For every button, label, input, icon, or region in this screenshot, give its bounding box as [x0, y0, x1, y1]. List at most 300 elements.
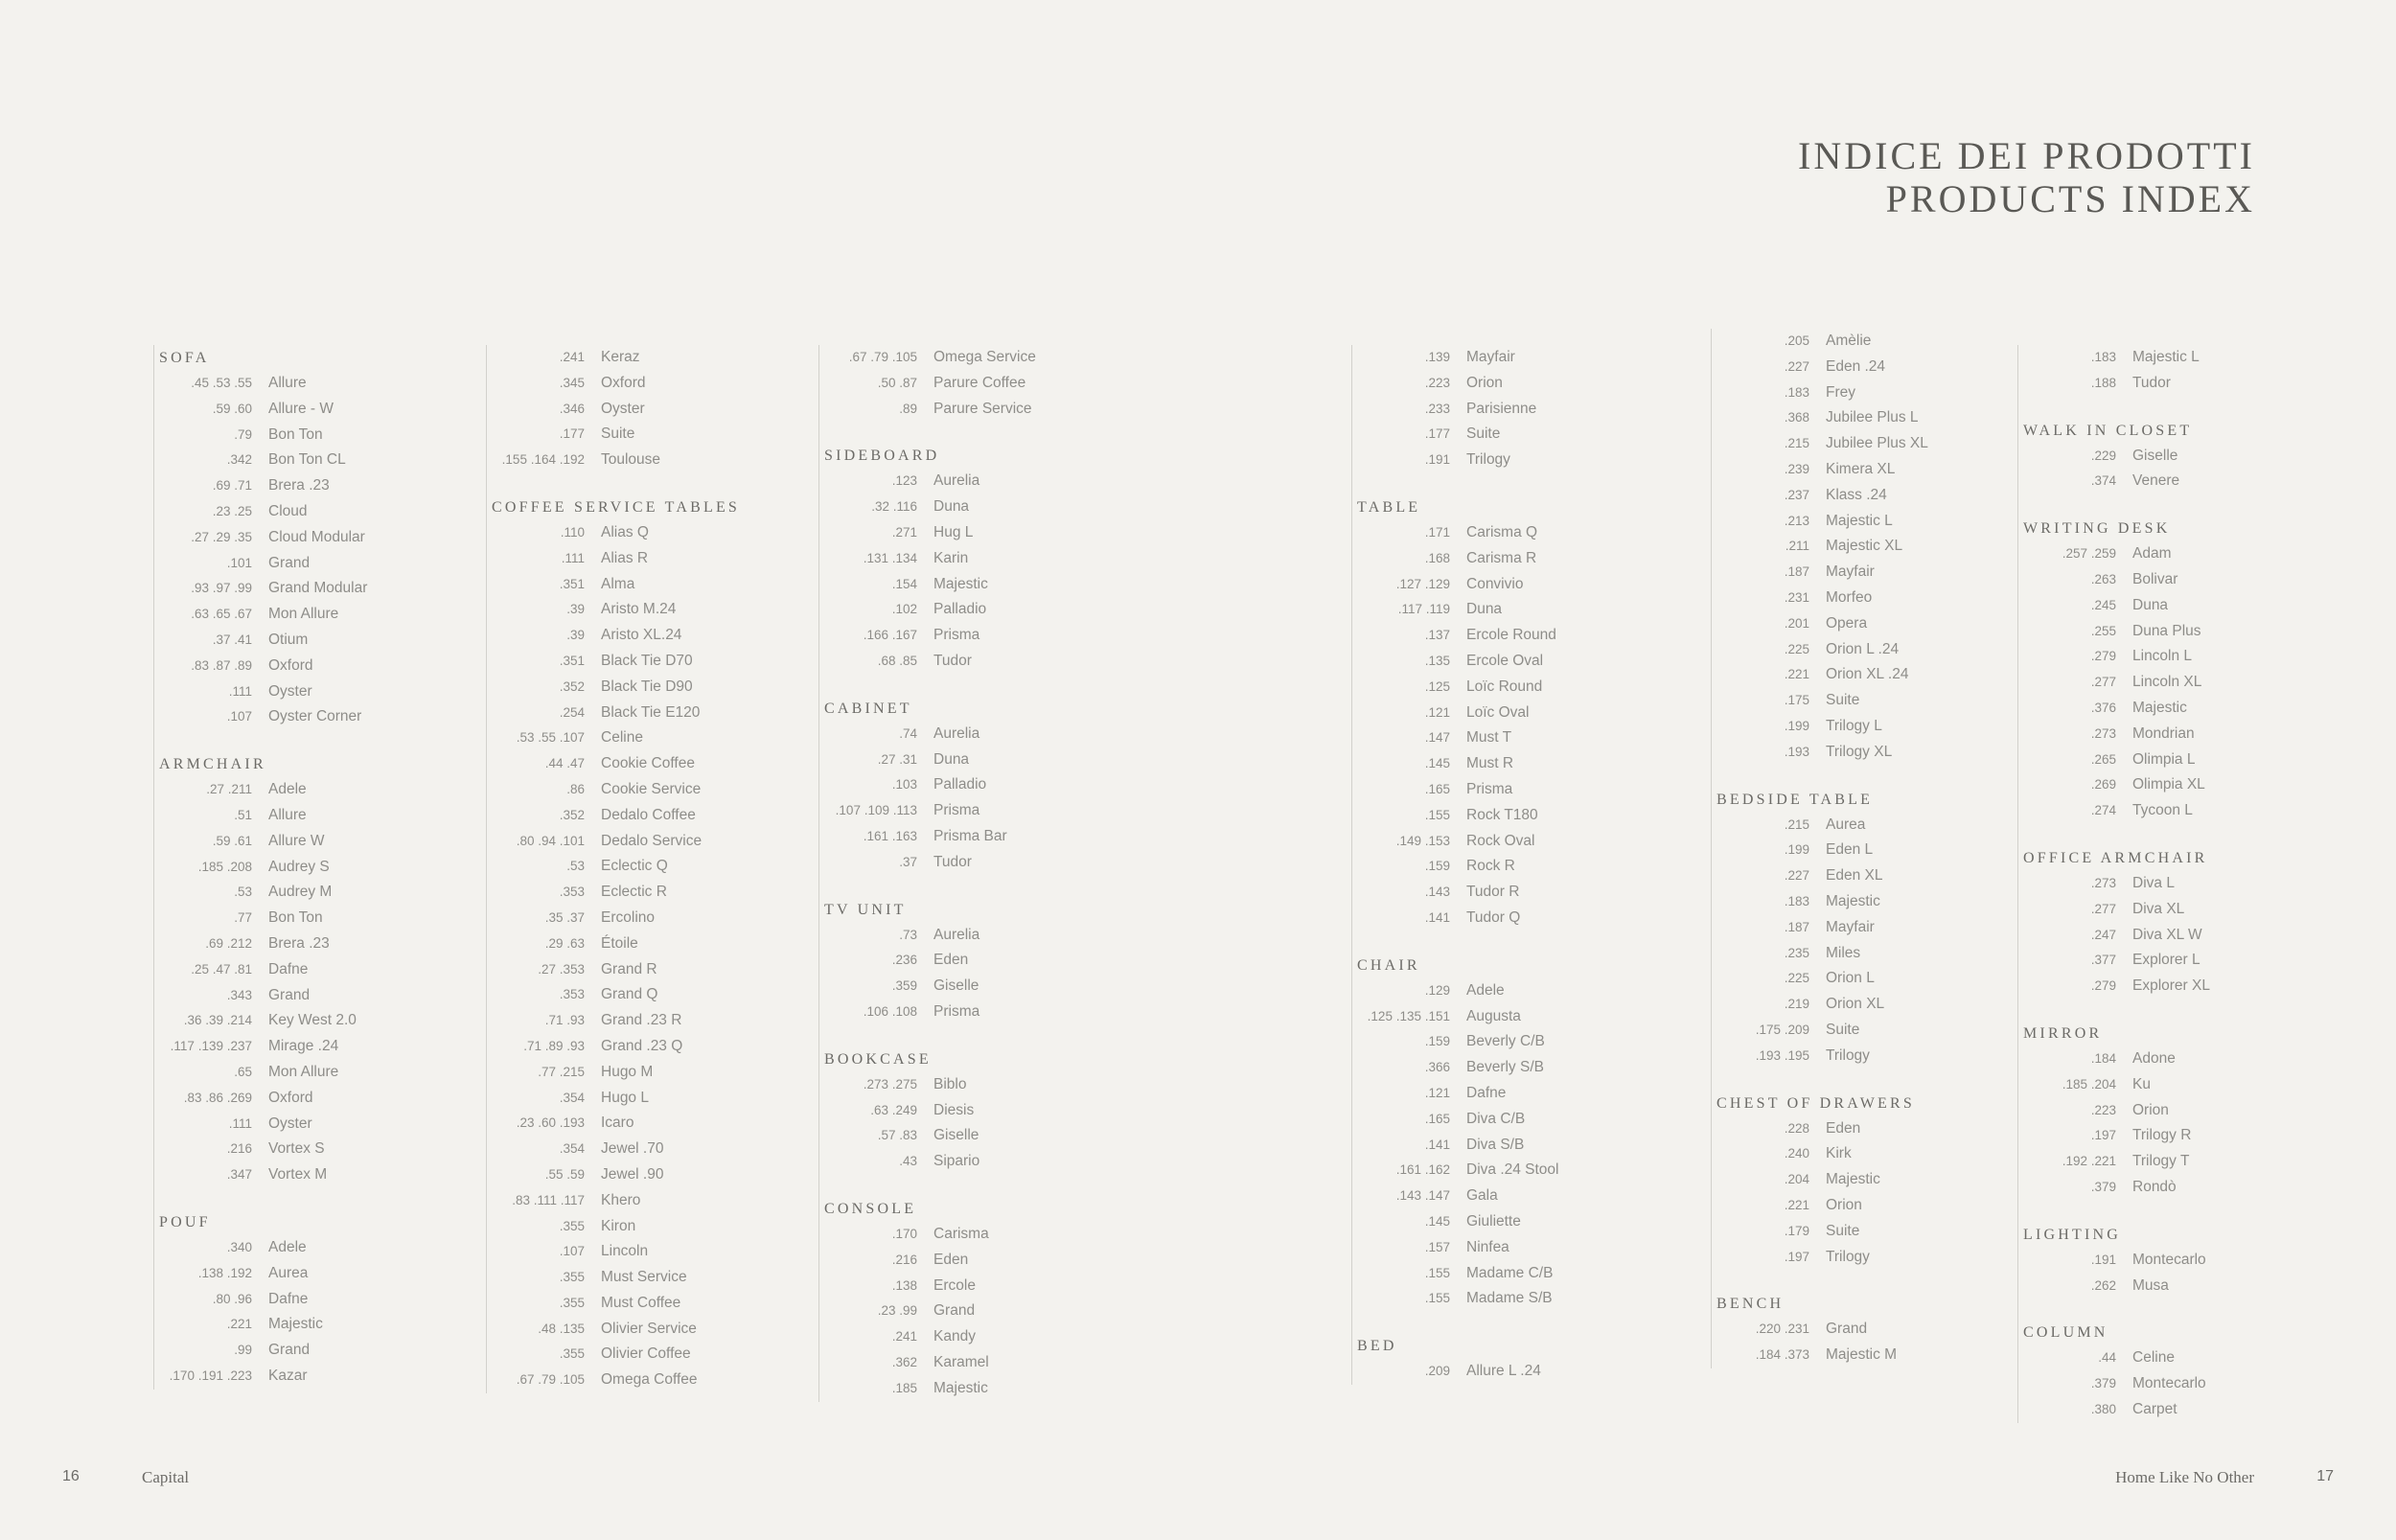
entry-product-name: Cloud Modular — [268, 528, 365, 545]
index-entry — [819, 546, 1135, 572]
entry-product-name: Oxford — [601, 374, 646, 391]
entry-product-name: Black Tie E120 — [601, 703, 701, 721]
entry-page-numbers: .149 .153 — [1395, 833, 1450, 848]
entry-product-name: Beverly S/B — [1466, 1059, 1544, 1076]
entry-product-name: Mirage .24 — [268, 1038, 339, 1055]
entry-page-numbers: .277 — [2090, 901, 2116, 916]
entry-page-numbers: .351 — [559, 576, 585, 591]
index-entry — [1712, 1044, 2027, 1069]
entry-page-numbers: .89 — [899, 401, 917, 416]
index-entry — [2018, 371, 2334, 397]
entry-page-numbers: .193 .195 — [1755, 1047, 1809, 1063]
entry-product-name: Duna Plus — [2132, 622, 2201, 639]
section-heading: BED — [1357, 1338, 1397, 1355]
entry-product-name: Étoile — [601, 934, 638, 952]
index-entry — [1352, 1081, 1668, 1107]
index-entry — [154, 628, 470, 654]
entry-product-name: Trilogy T — [2132, 1153, 2190, 1170]
index-section — [2018, 418, 2334, 495]
entry-page-numbers: .346 — [559, 401, 585, 416]
entry-page-numbers: .117 .119 — [1397, 602, 1450, 617]
section-heading: CONSOLE — [824, 1200, 917, 1217]
index-entry — [1712, 329, 2027, 355]
index-column-6 — [2017, 345, 2334, 1423]
entry-product-name: Kirk — [1826, 1145, 1852, 1162]
entry-product-name: Omega Coffee — [601, 1371, 698, 1389]
index-entry — [1712, 457, 2027, 483]
index-entry — [154, 777, 470, 803]
entry-page-numbers: .27 .353 — [538, 961, 585, 977]
index-entry — [487, 448, 802, 473]
index-entry — [487, 854, 802, 880]
index-entry — [1352, 422, 1668, 448]
entry-product-name: Duna — [933, 498, 970, 516]
entry-page-numbers: .362 — [891, 1354, 917, 1369]
entry-page-numbers: .155 .164 .192 — [501, 452, 585, 468]
index-entry — [1712, 405, 2027, 431]
entry-product-name: Kazar — [268, 1367, 308, 1384]
entry-product-name: Diva XL W — [2132, 926, 2202, 943]
entry-product-name: Palladio — [933, 776, 987, 793]
entry-product-name: Giuliette — [1466, 1212, 1521, 1230]
index-entry — [487, 397, 802, 423]
index-entry — [487, 1239, 802, 1265]
entry-page-numbers: .93 .97 .99 — [191, 581, 252, 596]
index-entry — [2018, 1149, 2334, 1175]
entry-product-name: Aurelia — [933, 472, 980, 490]
index-section — [154, 345, 470, 730]
entry-page-numbers: .39 — [566, 602, 585, 617]
entry-page-numbers: .265 — [2090, 751, 2116, 767]
index-section — [487, 345, 802, 473]
entry-product-name: Dedalo Coffee — [601, 806, 696, 823]
page-title — [1798, 134, 2255, 220]
entry-page-numbers: .143 .147 — [1395, 1188, 1450, 1204]
entry-page-numbers: .245 — [2090, 597, 2116, 612]
index-entry — [2018, 567, 2334, 593]
entry-product-name: Allure W — [268, 832, 325, 849]
index-entry — [2018, 772, 2334, 798]
entry-product-name: Diva L — [2132, 874, 2175, 891]
index-entry — [819, 923, 1135, 949]
entry-page-numbers: .347 — [226, 1167, 252, 1183]
index-entry — [1712, 1141, 2027, 1167]
entry-page-numbers: .73 — [899, 927, 917, 942]
entry-product-name: Ku — [2132, 1075, 2151, 1092]
index-entry — [487, 751, 802, 777]
entry-page-numbers: .351 — [559, 653, 585, 668]
index-entry — [154, 423, 470, 448]
index-entry — [487, 725, 802, 751]
entry-product-name: Mon Allure — [268, 606, 339, 623]
index-entry — [1352, 880, 1668, 906]
entry-product-name: Explorer L — [2132, 952, 2200, 969]
entry-page-numbers: .106 .108 — [863, 1003, 917, 1019]
entry-page-numbers: .65 — [234, 1064, 252, 1079]
entry-page-numbers: .221 — [226, 1317, 252, 1332]
section-heading: TABLE — [1357, 498, 1421, 516]
index-column-1 — [153, 345, 470, 1390]
entry-page-numbers: .145 — [1424, 756, 1450, 771]
entry-page-numbers: .199 — [1784, 842, 1809, 858]
index-entry — [2018, 1175, 2334, 1201]
index-entry — [1352, 1235, 1668, 1261]
index-entry — [487, 1368, 802, 1393]
index-entry — [819, 948, 1135, 974]
index-entry — [1352, 978, 1668, 1004]
entry-product-name: Orion — [2132, 1101, 2169, 1118]
index-entry — [154, 1060, 470, 1086]
entry-product-name: Adele — [268, 1238, 307, 1255]
entry-page-numbers: .355 — [559, 1295, 585, 1310]
index-column-3 — [818, 345, 1135, 1402]
entry-product-name: Bon Ton CL — [268, 451, 346, 469]
index-entry — [819, 772, 1135, 798]
index-entry — [1712, 1317, 2027, 1343]
entry-page-numbers: .359 — [891, 978, 917, 994]
entry-page-numbers: .233 — [1424, 401, 1450, 416]
entry-product-name: Kiron — [601, 1217, 636, 1234]
entry-product-name: Dafne — [1466, 1084, 1507, 1101]
entry-page-numbers: .254 — [559, 704, 585, 720]
index-entry — [487, 1317, 802, 1343]
entry-product-name: Giselle — [2132, 447, 2178, 464]
index-entry — [487, 597, 802, 623]
entry-page-numbers: .211 — [1785, 539, 1809, 554]
index-entry — [1712, 1167, 2027, 1193]
entry-product-name: Orion — [1466, 374, 1503, 391]
entry-product-name: Ercole Oval — [1466, 652, 1544, 669]
entry-page-numbers: .36 .39 .214 — [183, 1013, 252, 1028]
entry-page-numbers: .99 — [234, 1343, 252, 1358]
entry-product-name: Orion L .24 — [1826, 640, 1900, 657]
entry-page-numbers: .111 — [561, 550, 585, 565]
index-entry — [154, 704, 470, 730]
entry-page-numbers: .355 — [559, 1346, 585, 1362]
entry-product-name: Key West 2.0 — [268, 1012, 357, 1029]
entry-product-name: Aurelia — [933, 926, 980, 943]
index-entry — [1352, 448, 1668, 473]
index-entry — [1352, 1055, 1668, 1081]
index-entry — [487, 546, 802, 572]
index-section — [1352, 953, 1668, 1312]
entry-page-numbers: .241 — [559, 350, 585, 364]
entry-page-numbers: .77 .215 — [538, 1064, 585, 1079]
entry-product-name: Mayfair — [1826, 918, 1875, 935]
entry-page-numbers: .185 .208 — [197, 859, 252, 874]
entry-page-numbers: .225 — [1784, 971, 1809, 986]
entry-product-name: Vortex M — [268, 1166, 328, 1184]
entry-product-name: Hugo L — [601, 1089, 649, 1106]
entry-page-numbers: .247 — [2090, 927, 2116, 942]
entry-page-numbers: .274 — [2090, 803, 2116, 818]
entry-product-name: Khero — [601, 1191, 641, 1208]
entry-product-name: Majestic XL — [1826, 538, 1903, 555]
entry-page-numbers: .279 — [2090, 649, 2116, 664]
entry-product-name: Lincoln — [601, 1243, 649, 1260]
entry-page-numbers: .121 — [1424, 704, 1450, 720]
entry-product-name: Orion XL — [1826, 996, 1885, 1013]
index-entry — [1352, 1158, 1668, 1184]
entry-page-numbers: .125 .135 .151 — [1367, 1008, 1450, 1023]
entry-page-numbers: .67 .79 .105 — [516, 1372, 585, 1388]
entry-product-name: Must T — [1466, 729, 1512, 747]
index-entry — [1712, 1018, 2027, 1044]
entry-product-name: Must Service — [601, 1269, 687, 1286]
index-entry — [154, 855, 470, 881]
entry-page-numbers: .366 — [1424, 1060, 1450, 1075]
index-entry — [1352, 1286, 1668, 1312]
index-entry — [487, 1086, 802, 1112]
entry-page-numbers: .44 .47 — [544, 756, 585, 771]
entry-product-name: Madame S/B — [1466, 1290, 1553, 1307]
index-entry — [154, 448, 470, 473]
index-entry — [2018, 1072, 2334, 1098]
entry-product-name: Grand — [933, 1302, 976, 1320]
index-section — [154, 1209, 470, 1390]
entry-page-numbers: .191 — [1424, 452, 1450, 468]
entry-product-name: Must Coffee — [601, 1294, 681, 1311]
entry-product-name: Grand — [268, 1342, 311, 1359]
index-section — [819, 1196, 1135, 1402]
index-entry — [1352, 520, 1668, 546]
entry-page-numbers: .183 — [1784, 384, 1809, 400]
entry-page-numbers: .177 — [559, 426, 585, 442]
entry-product-name: Alias R — [601, 549, 649, 566]
index-entry — [487, 623, 802, 649]
entry-product-name: Parure Service — [933, 400, 1032, 417]
entry-product-name: Parisienne — [1466, 400, 1537, 417]
index-entry — [154, 931, 470, 957]
index-entry — [1712, 889, 2027, 915]
index-column-4 — [1351, 345, 1668, 1385]
entry-page-numbers: .345 — [559, 375, 585, 390]
entry-page-numbers: .223 — [2090, 1102, 2116, 1117]
entry-page-numbers: .241 — [891, 1329, 917, 1345]
entry-product-name: Oyster — [601, 400, 645, 417]
entry-product-name: Ercolino — [601, 908, 655, 926]
entry-product-name: Dedalo Service — [601, 832, 703, 849]
section-heading: WRITING DESK — [2023, 520, 2171, 538]
entry-page-numbers: .25 .47 .81 — [191, 961, 252, 977]
section-heading: WALK IN CLOSET — [2023, 422, 2193, 439]
entry-page-numbers: .240 — [1784, 1146, 1809, 1161]
index-entry — [487, 1111, 802, 1137]
index-section — [2018, 516, 2334, 824]
entry-page-numbers: .37 .41 — [212, 632, 252, 647]
index-entry — [2018, 444, 2334, 470]
entry-page-numbers: .185 .204 — [2062, 1076, 2116, 1092]
entry-page-numbers: .273 — [2090, 875, 2116, 890]
index-section — [2018, 1021, 2334, 1201]
entry-product-name: Kimera XL — [1826, 460, 1896, 477]
index-entry — [819, 1123, 1135, 1149]
entry-page-numbers: .83 .111 .117 — [512, 1192, 585, 1207]
index-entry — [487, 803, 802, 829]
entry-product-name: Black Tie D70 — [601, 652, 693, 669]
entry-page-numbers: .83 .86 .269 — [183, 1090, 252, 1105]
entry-page-numbers: .355 — [559, 1218, 585, 1233]
index-entry — [1352, 1184, 1668, 1209]
entry-page-numbers: .235 — [1784, 945, 1809, 960]
entry-product-name: Eden — [1826, 1119, 1861, 1137]
entry-page-numbers: .145 — [1424, 1213, 1450, 1229]
index-entry — [2018, 1345, 2334, 1371]
index-entry — [1352, 1359, 1668, 1385]
index-entry — [487, 1137, 802, 1162]
index-section — [1712, 329, 2027, 766]
entry-product-name: Mon Allure — [268, 1063, 339, 1080]
index-entry — [487, 701, 802, 726]
index-entry — [1352, 829, 1668, 855]
entry-page-numbers: .57 .83 — [877, 1128, 917, 1143]
entry-product-name: Omega Service — [933, 349, 1036, 365]
entry-product-name: Grand — [1826, 1321, 1868, 1338]
entry-product-name: Venere — [2132, 472, 2180, 490]
entry-product-name: Diva S/B — [1466, 1136, 1525, 1153]
entry-page-numbers: .379 — [2090, 1376, 2116, 1391]
entry-page-numbers: .123 — [891, 473, 917, 489]
index-entry — [154, 1034, 470, 1060]
entry-page-numbers: .143 — [1424, 885, 1450, 900]
entry-page-numbers: .80 .96 — [212, 1291, 252, 1306]
entry-product-name: Allure — [268, 375, 307, 391]
entry-page-numbers: .374 — [2090, 473, 2116, 489]
index-entry — [2018, 722, 2334, 747]
index-entry — [2018, 974, 2334, 1000]
entry-product-name: Majestic M — [1826, 1346, 1898, 1364]
entry-product-name: Montecarlo — [2132, 1375, 2206, 1392]
entry-product-name: Prisma — [933, 627, 980, 644]
index-entry — [154, 576, 470, 602]
section-heading: ARMCHAIR — [159, 756, 266, 773]
index-entry — [487, 1162, 802, 1188]
entry-page-numbers: .216 — [226, 1141, 252, 1157]
index-entry — [154, 679, 470, 705]
index-entry — [487, 1342, 802, 1368]
entry-product-name: Loïc Round — [1466, 678, 1543, 695]
entry-page-numbers: .157 — [1424, 1239, 1450, 1254]
index-entry — [154, 1162, 470, 1188]
index-entry — [1352, 854, 1668, 880]
index-entry — [1712, 586, 2027, 611]
index-entry — [1352, 675, 1668, 701]
entry-page-numbers: .71 .89 .93 — [523, 1038, 585, 1053]
entry-product-name: Eden .24 — [1826, 357, 1886, 375]
index-entry — [154, 983, 470, 1009]
index-entry — [487, 520, 802, 546]
entry-page-numbers: .343 — [226, 987, 252, 1002]
index-entry — [487, 982, 802, 1008]
entry-product-name: Allure L .24 — [1466, 1363, 1541, 1380]
entry-page-numbers: .215 — [1784, 436, 1809, 451]
entry-page-numbers: .35 .37 — [544, 909, 585, 925]
index-entry — [2018, 1274, 2334, 1299]
entry-page-numbers: .170 .191 .223 — [169, 1368, 252, 1383]
entry-product-name: Jubilee Plus L — [1826, 409, 1919, 426]
entry-page-numbers: .179 — [1784, 1223, 1809, 1238]
index-entry — [1712, 688, 2027, 714]
index-entry — [487, 1008, 802, 1034]
index-entry — [819, 397, 1135, 423]
entry-product-name: Eden XL — [1826, 867, 1883, 885]
left-footer-title: Capital — [142, 1468, 190, 1486]
entry-page-numbers: .223 — [1424, 375, 1450, 390]
index-entry — [819, 1248, 1135, 1274]
index-entry — [819, 1098, 1135, 1124]
section-heading: SIDEBOARD — [824, 448, 940, 465]
index-entry — [2018, 948, 2334, 974]
entry-product-name: Bon Ton — [268, 425, 323, 443]
entry-product-name: Beverly C/B — [1466, 1033, 1545, 1050]
entry-page-numbers: .159 — [1424, 1034, 1450, 1049]
index-entry — [819, 572, 1135, 598]
entry-product-name: Tudor — [933, 853, 972, 870]
index-entry — [2018, 1098, 2334, 1124]
entry-page-numbers: .129 — [1424, 982, 1450, 998]
entry-page-numbers: .183 — [2090, 350, 2116, 364]
entry-page-numbers: .220 .231 — [1755, 1322, 1809, 1337]
right-footer-title: Home Like No Other — [2115, 1468, 2254, 1486]
entry-page-numbers: .103 — [891, 777, 917, 793]
entry-page-numbers: .45 .53 .55 — [191, 376, 252, 390]
index-entry — [819, 824, 1135, 850]
entry-page-numbers: .53 — [234, 885, 252, 900]
entry-page-numbers: .53 — [566, 859, 585, 874]
entry-page-numbers: .197 — [1784, 1249, 1809, 1264]
entry-page-numbers: .269 — [2090, 777, 2116, 793]
entry-page-numbers: .187 — [1784, 564, 1809, 580]
entry-product-name: Majestic — [2132, 699, 2187, 716]
entry-page-numbers: .204 — [1784, 1172, 1809, 1187]
index-entry — [1352, 751, 1668, 777]
index-entry — [1352, 1209, 1668, 1235]
entry-page-numbers: .236 — [891, 953, 917, 968]
entry-product-name: Duna — [933, 750, 970, 768]
entry-product-name: Madame C/B — [1466, 1264, 1554, 1281]
entry-product-name: Olivier Service — [601, 1320, 697, 1337]
entry-product-name: Prisma — [1466, 780, 1513, 797]
index-section — [1352, 494, 1668, 931]
entry-product-name: Ninfea — [1466, 1238, 1509, 1255]
entry-page-numbers: .239 — [1784, 461, 1809, 476]
entry-product-name: Lincoln L — [2132, 648, 2193, 665]
index-entry — [154, 371, 470, 397]
entry-product-name: Hugo M — [601, 1063, 654, 1080]
index-entry — [2018, 798, 2334, 824]
entry-product-name: Oyster — [268, 682, 312, 700]
entry-page-numbers: .80 .94 .101 — [516, 833, 585, 848]
entry-product-name: Eden — [933, 1251, 969, 1268]
entry-page-numbers: .277 — [2090, 675, 2116, 690]
index-entry — [2018, 1123, 2334, 1149]
entry-product-name: Suite — [1466, 425, 1501, 443]
index-entry — [487, 422, 802, 448]
entry-page-numbers: .111 — [228, 683, 252, 699]
entry-page-numbers: .147 — [1424, 730, 1450, 746]
index-entry — [487, 1291, 802, 1317]
entry-page-numbers: .237 — [1784, 487, 1809, 502]
index-entry — [1352, 649, 1668, 675]
entry-page-numbers: .43 — [899, 1154, 917, 1169]
index-entry — [819, 1000, 1135, 1025]
entry-product-name: Klass .24 — [1826, 486, 1887, 503]
index-entry — [1352, 1029, 1668, 1055]
index-entry — [154, 906, 470, 931]
entry-page-numbers: .127 .129 — [1395, 576, 1450, 591]
entry-page-numbers: .184 .373 — [1755, 1347, 1809, 1363]
entry-product-name: Aurea — [1826, 816, 1866, 833]
